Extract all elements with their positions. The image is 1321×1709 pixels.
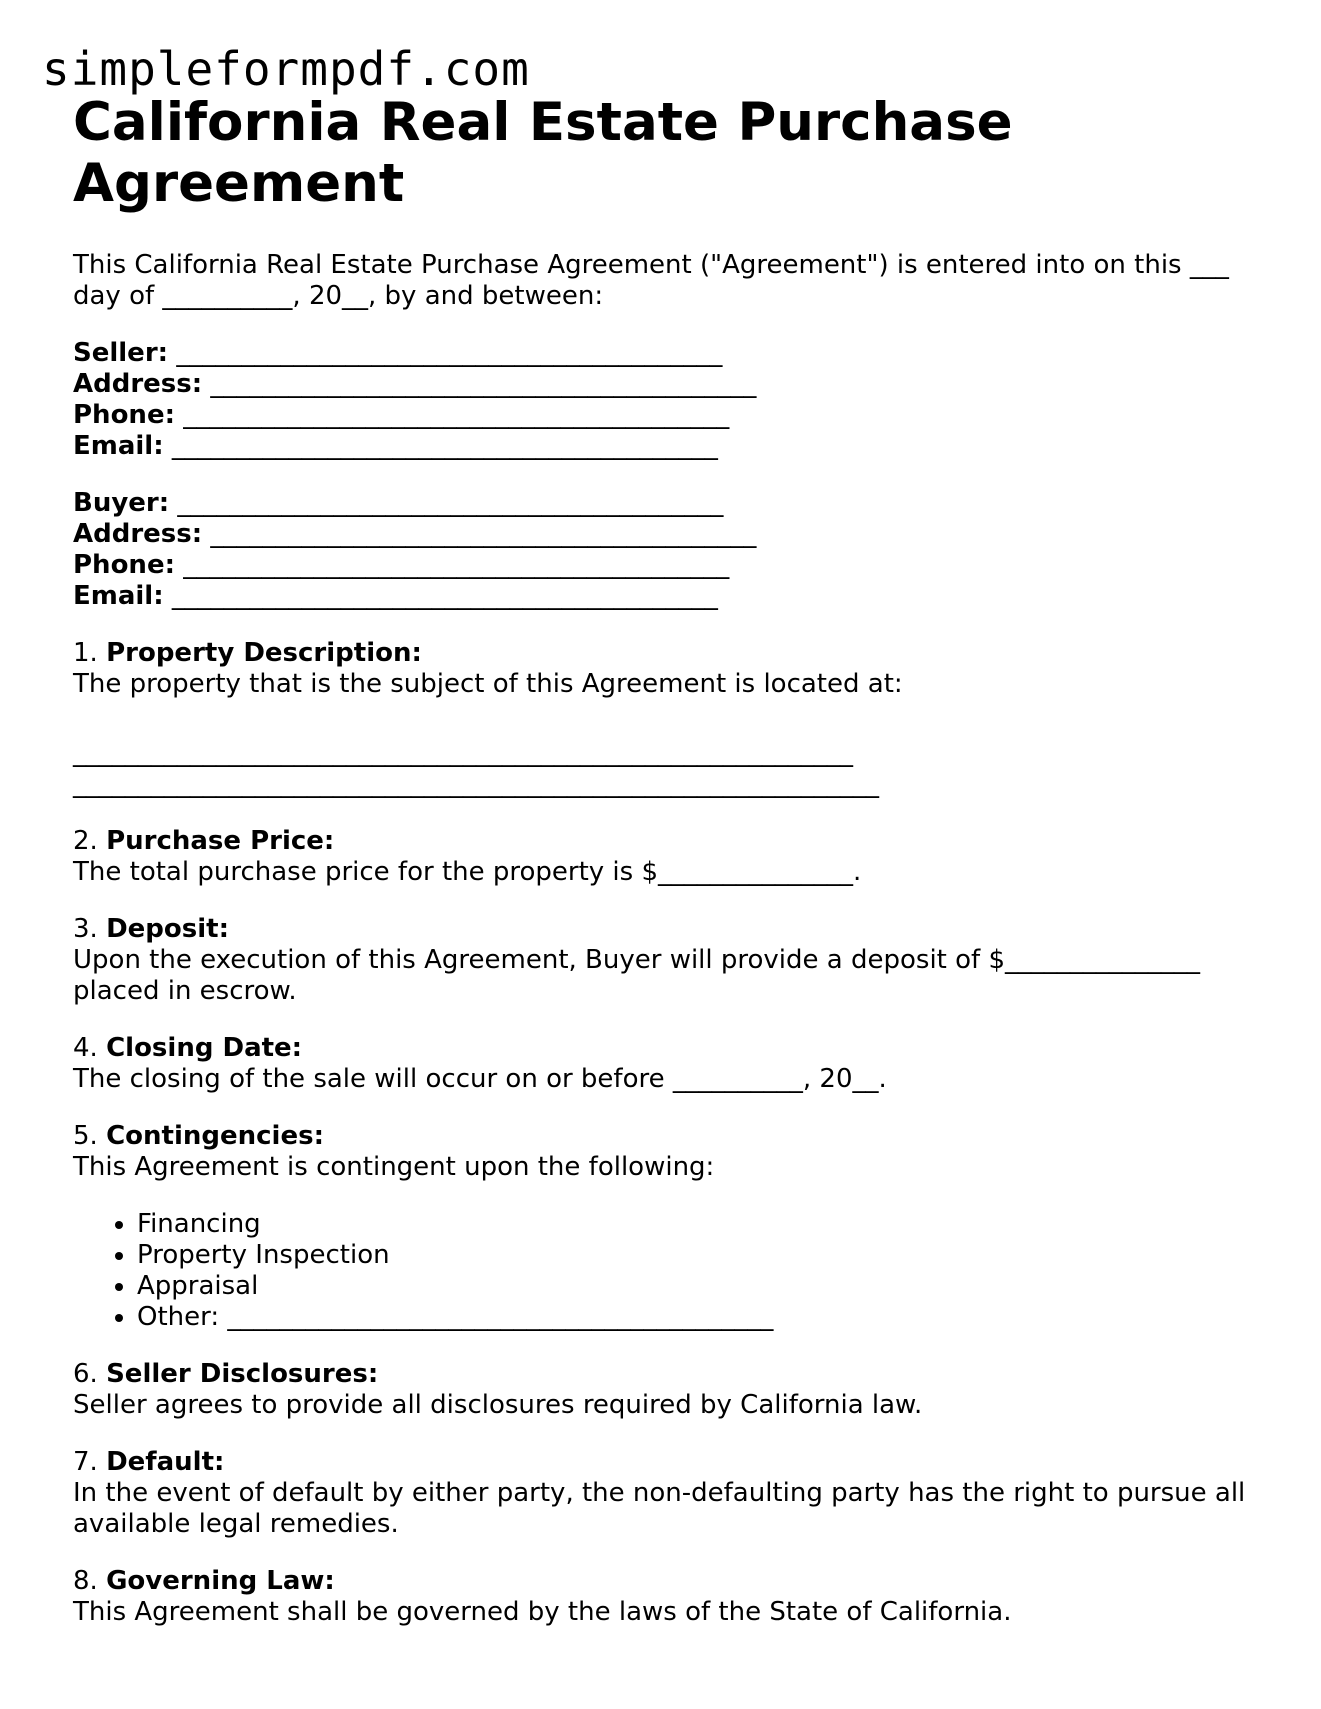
section-title: Deposit:: [106, 914, 229, 944]
section-number: 4.: [73, 1033, 98, 1063]
section-seller-disclosures: [73, 1359, 1273, 1421]
buyer-email-field[interactable]: __________________________________________: [171, 581, 718, 611]
seller-phone-label: Phone:: [73, 400, 175, 430]
intro-paragraph: This California Real Estate Purchase Agreement ("Agreement") is entered into on this ___ day of __________, 20__, by and between:: [73, 250, 1229, 311]
buyer-address-label: Address:: [73, 519, 203, 549]
section-title: Default:: [106, 1447, 225, 1477]
property-address-line-1[interactable]: ____________________________________________________________: [73, 738, 853, 768]
section-property-description: [73, 638, 1273, 800]
seller-address-field[interactable]: __________________________________________: [210, 369, 757, 399]
property-address-line-2[interactable]: ______________________________________________________________: [73, 769, 879, 799]
section-number: 2.: [73, 826, 98, 856]
buyer-name-row: [73, 488, 1273, 519]
section-contingencies: [73, 1121, 1273, 1333]
section-number: 1.: [73, 638, 98, 668]
section-title: Property Description:: [106, 638, 422, 668]
section-closing-date: [73, 1033, 1273, 1095]
buyer-email-row: [73, 581, 1273, 612]
section-text: The closing of the sale will occur on or before __________, 20__.: [73, 1064, 887, 1094]
buyer-name-field[interactable]: __________________________________________: [177, 488, 724, 518]
section-text: In the event of default by either party, the non-defaulting party has the right to pursue all available legal remedies.: [73, 1478, 1246, 1539]
section-number: 3.: [73, 914, 98, 944]
seller-email-row: [73, 431, 1273, 462]
section-heading: [73, 1447, 1273, 1478]
section-heading: [73, 1121, 1273, 1152]
seller-name-label: Seller:: [73, 338, 169, 368]
section-title: Contingencies:: [106, 1121, 324, 1151]
section-default: [73, 1447, 1273, 1540]
section-title: Closing Date:: [106, 1033, 303, 1063]
contingency-item-appraisal: • Appraisal: [137, 1271, 1273, 1302]
contingency-item-other[interactable]: • Other: __________________________________________: [137, 1302, 1273, 1333]
section-heading: [73, 1033, 1273, 1064]
section-number: 8.: [73, 1566, 98, 1596]
section-heading: [73, 1359, 1273, 1390]
seller-email-field[interactable]: __________________________________________: [171, 431, 718, 461]
section-text: This Agreement shall be governed by the laws of the State of California.: [73, 1597, 1012, 1627]
contingency-item-financing: • Financing: [137, 1209, 1273, 1240]
contingency-item-inspection: • Property Inspection: [137, 1240, 1273, 1271]
seller-phone-field[interactable]: __________________________________________: [183, 400, 730, 430]
section-heading: [73, 1566, 1273, 1597]
seller-phone-row: [73, 400, 1273, 431]
buyer-phone-label: Phone:: [73, 550, 175, 580]
section-purchase-price: [73, 826, 1273, 888]
section-number: 5.: [73, 1121, 98, 1151]
section-title: Purchase Price:: [106, 826, 335, 856]
section-deposit: [73, 914, 1273, 1007]
seller-name-row: [73, 338, 1273, 369]
section-heading: [73, 826, 1273, 857]
section-governing-law: [73, 1566, 1273, 1628]
section-text: The property that is the subject of this Agreement is located at:: [73, 669, 903, 699]
contingency-list: [73, 1209, 1273, 1333]
buyer-address-field[interactable]: __________________________________________: [210, 519, 757, 549]
section-heading: [73, 914, 1273, 945]
section-text: This Agreement is contingent upon the following:: [73, 1152, 715, 1182]
section-text: Upon the execution of this Agreement, Buyer will provide a deposit of $_______________ placed in escrow.: [73, 945, 1201, 1006]
property-address-lines: [73, 738, 1273, 800]
seller-name-field[interactable]: __________________________________________: [176, 338, 723, 368]
buyer-phone-field[interactable]: __________________________________________: [183, 550, 730, 580]
buyer-block: [73, 488, 1273, 612]
section-heading: [73, 638, 1273, 669]
site-watermark: simpleformpdf.com: [42, 42, 530, 96]
section-title: Seller Disclosures:: [106, 1359, 379, 1389]
section-text: The total purchase price for the property is $_______________.: [73, 857, 862, 887]
seller-block: [73, 338, 1273, 462]
buyer-name-label: Buyer:: [73, 488, 170, 518]
document-body: [73, 250, 1273, 1654]
buyer-address-row: [73, 519, 1273, 550]
document-title: California Real Estate Purchase Agreement: [73, 92, 1013, 214]
buyer-phone-row: [73, 550, 1273, 581]
section-text: Seller agrees to provide all disclosures required by California law.: [73, 1390, 923, 1420]
section-title: Governing Law:: [106, 1566, 335, 1596]
seller-email-label: Email:: [73, 431, 164, 461]
seller-address-label: Address:: [73, 369, 203, 399]
section-number: 6.: [73, 1359, 98, 1389]
buyer-email-label: Email:: [73, 581, 164, 611]
seller-address-row: [73, 369, 1273, 400]
section-number: 7.: [73, 1447, 98, 1477]
